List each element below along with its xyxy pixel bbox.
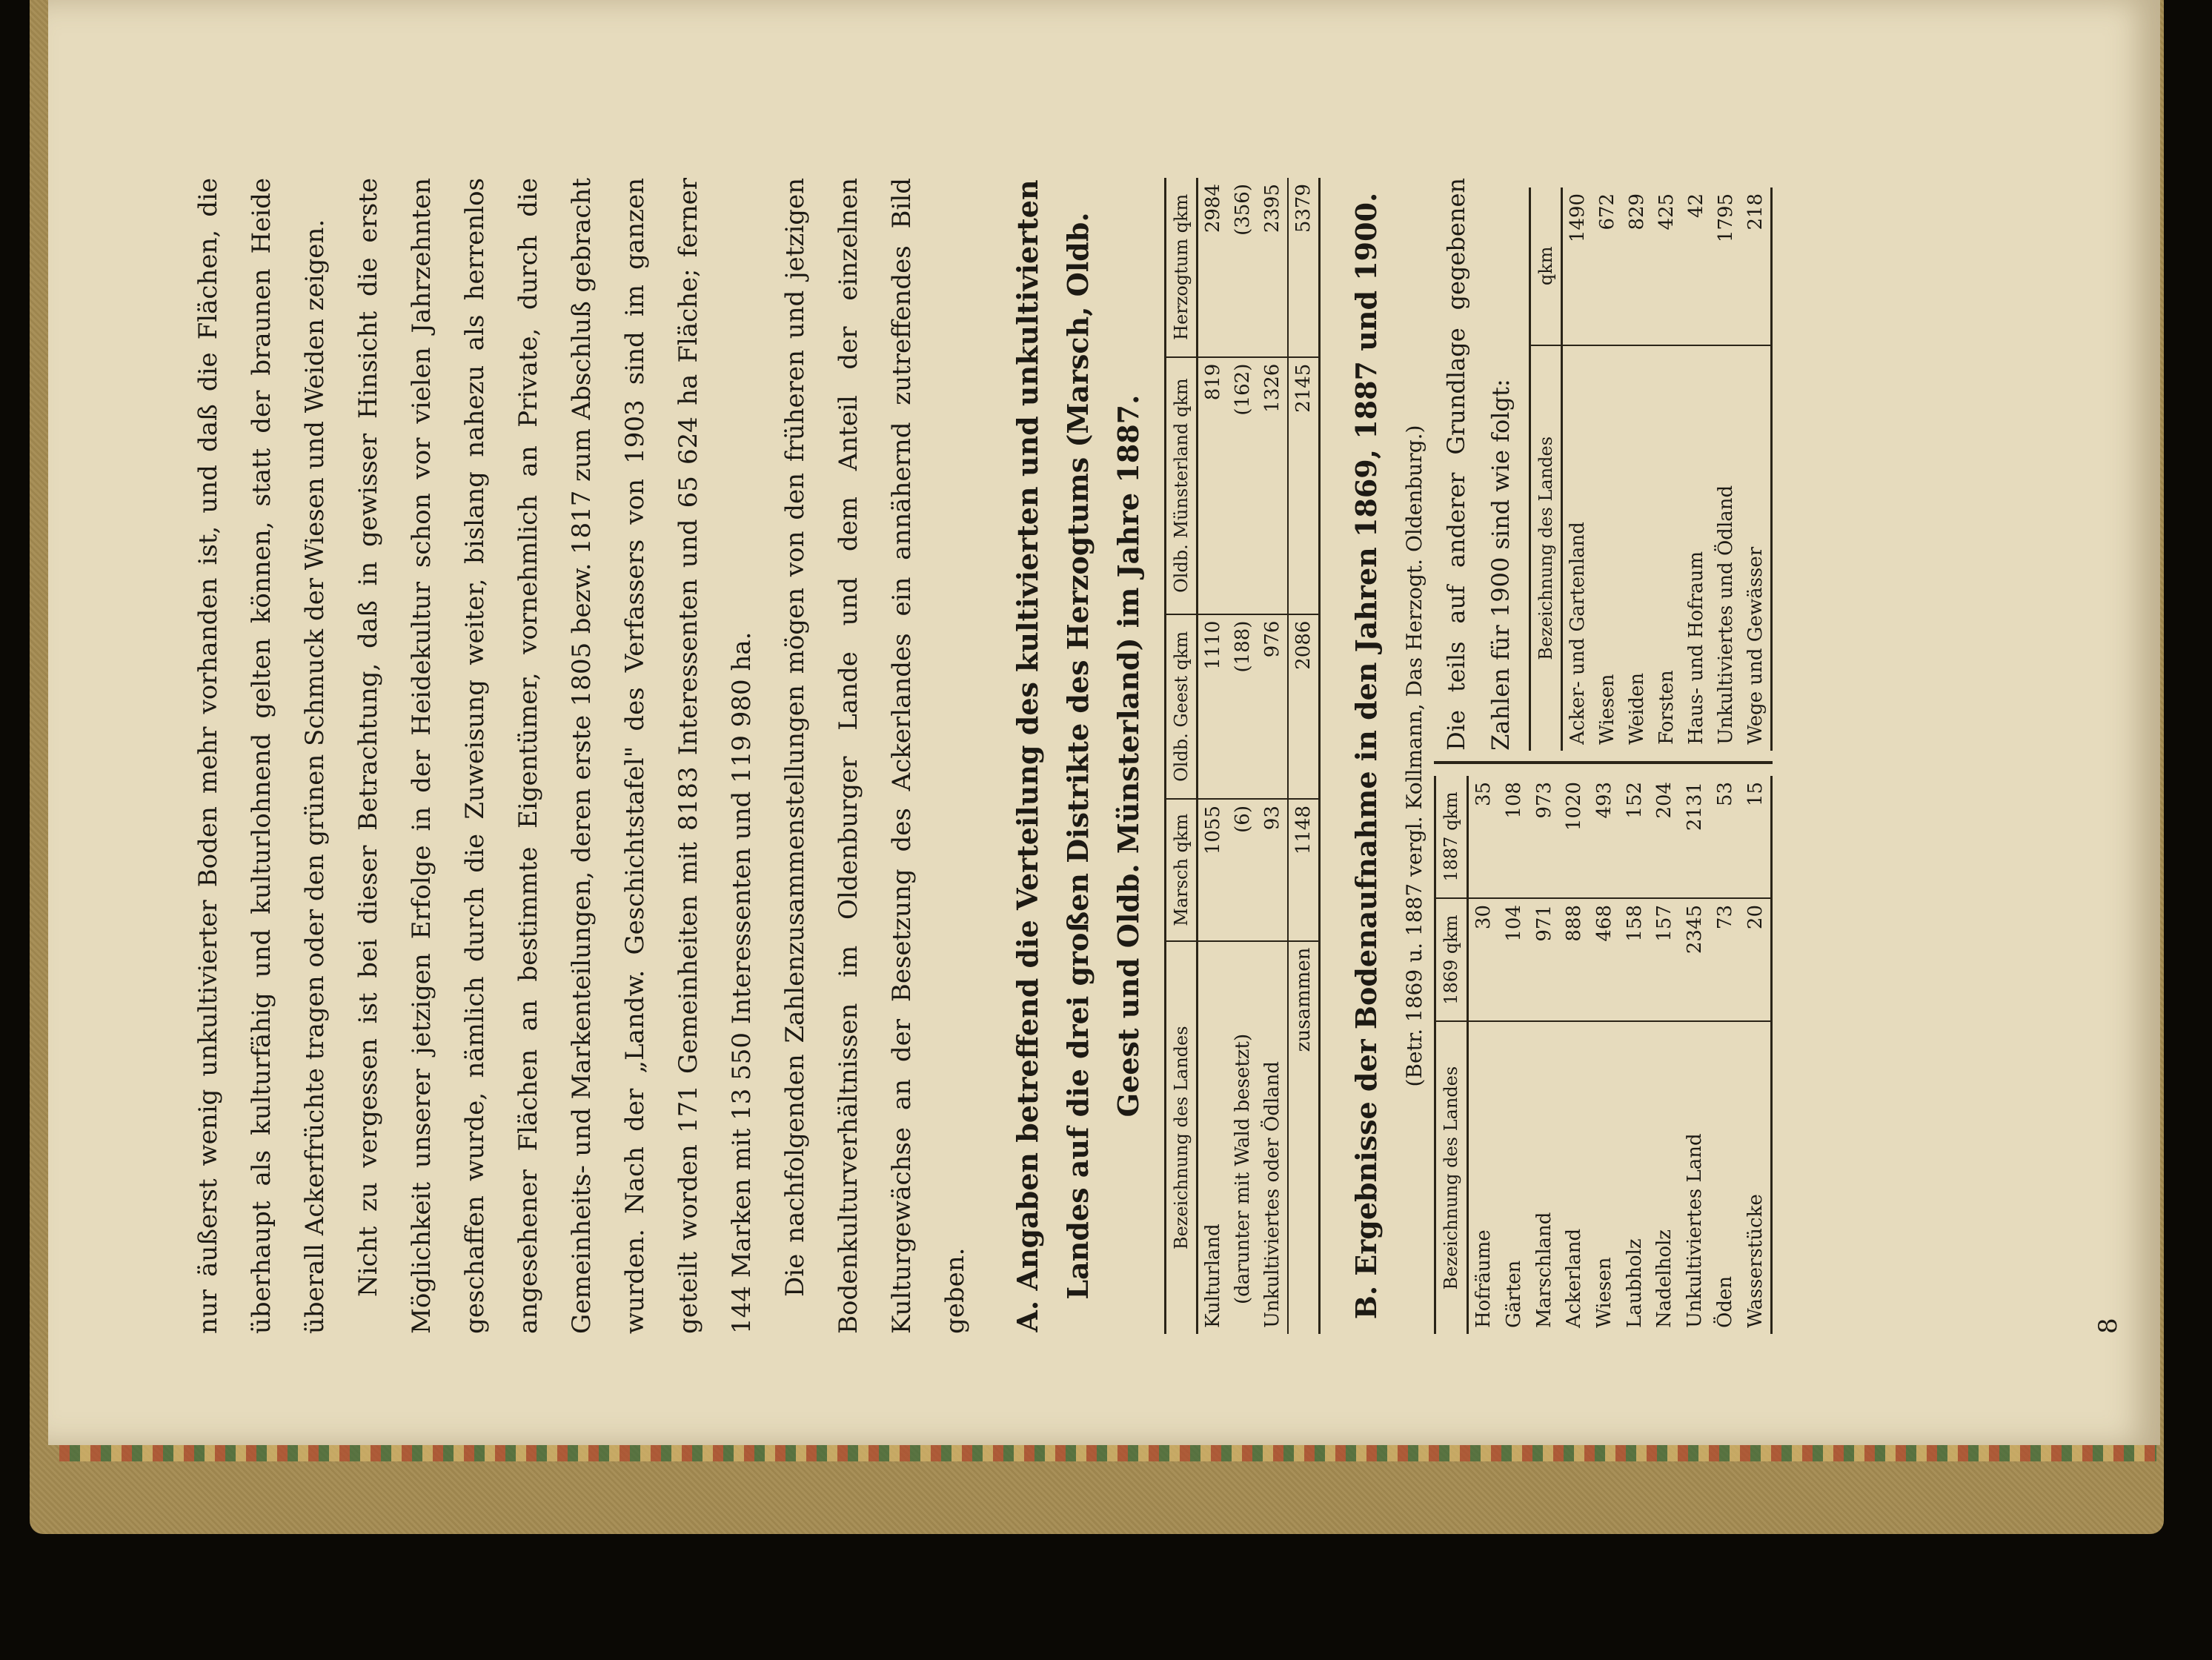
cell: 204 [1650,776,1680,898]
cell: 493 [1590,776,1620,898]
cell: 2131 [1680,776,1710,898]
cell: Hofräume [1472,1229,1495,1328]
cell: Weiden [1626,672,1648,745]
cell: Unkultiviertes oder Ödland [1261,1060,1283,1328]
cell: Wiesen [1592,1257,1615,1328]
book-page [48,0,2160,1445]
cell: 1110 [1198,614,1229,799]
table-a-header [1166,178,1198,1334]
table-b [1434,776,1773,1334]
page-number: 8 [2093,1318,2123,1334]
cell: 2345 [1680,898,1710,1021]
paragraph-2: Nicht zu vergessen ist bei dieser Betrachtung, daß in gewisser Hinsicht die erste Möglichkeit unserer jetzigen Erfolge in der Heidekultur schon vor vielen Jahrzehnten geschaffen wurde, nämlich durch die Zuweisung weiter, bislang nahezu als herrenlos angesehener Flächen an bestimmte Eigentümer, vornehmlich an Private, durch die Gemeinheits- und Markenteilungen, deren erste 1805 bezw. 1817 zum Abschluß gebracht wurden. Nach der „Landw. Geschichtstafel" des Verfassers von 1903 sind im ganzen geteilt worden 171 Gemeinheiten mit 8183 Interessenten und 65 624 ha Fläche; ferner 144 Marken mit 13 550 Interessenten und 119 980 ha. [353,178,757,1334]
cell: (188) [1228,614,1258,799]
cell: 73 [1710,898,1740,1021]
cell: Öden [1713,1275,1736,1328]
cell: 1490 [1562,187,1593,345]
cell: (356) [1228,178,1258,357]
header-cell: Bezeichnung des Landes [1166,941,1198,1334]
cell: Wiesen [1596,674,1618,745]
header-cell: Bezeichnung des Landes [1530,345,1562,751]
cell: 108 [1499,776,1530,898]
cell: Gärten [1502,1260,1525,1328]
cell: 973 [1529,776,1559,898]
cell: 971 [1529,898,1559,1021]
cell: 2984 [1198,178,1229,357]
cell: 1055 [1198,799,1229,941]
table-row [1559,776,1590,1334]
cell: 30 [1467,898,1498,1021]
table-row [1529,776,1559,1334]
page-edges [59,1445,2156,1461]
header-cell: qkm [1530,187,1562,345]
header-cell: Oldb. Münsterland qkm [1166,357,1198,614]
cell: 15 [1740,776,1771,898]
table-a [1164,178,1321,1334]
cell: 157 [1650,898,1680,1021]
table-row [1710,776,1740,1334]
table-row [1228,178,1258,1334]
section-a-heading: A. Angaben betreffend die Verteilung des kultivierten und unkultivierten Landes auf die drei großen Distrikte des Herzogtums (Marsch, Oldb. Geest und Oldb. Münsterland) im Jahre 1887. [1011,179,1145,1332]
cell: 2145 [1288,357,1320,614]
cell: 53 [1710,776,1740,898]
cell: Wege und Gewässer [1744,546,1767,745]
table-1900-header [1530,187,1562,751]
table-row-total [1288,178,1320,1334]
table-row [1562,187,1593,751]
table-row [1680,776,1710,1334]
table-row [1258,178,1288,1334]
cell: 672 [1592,187,1622,345]
cell: 2395 [1258,178,1288,357]
header-cell: Bezeichnung des Landes [1435,1021,1468,1334]
cell: (darunter mit Wald besetzt) [1232,1033,1254,1304]
table-row [1740,776,1771,1334]
cell: 425 [1652,187,1681,345]
cell: 888 [1559,898,1590,1021]
table-row [1652,187,1681,751]
section-b-columns [1434,178,1773,1334]
cell: Kulturland [1202,1224,1224,1328]
cell: zusammen [1288,941,1320,1334]
rotated-page-content [48,0,2160,1445]
section-b-subtitle: (Betr. 1869 u. 1887 vergl. Kollmann, Das Herzogt. Oldenburg.) [1402,425,1426,1087]
table-1900 [1529,187,1773,751]
table-row [1592,187,1622,751]
cell: 218 [1741,187,1772,345]
cell: 104 [1499,898,1530,1021]
cell: 976 [1258,614,1288,799]
cell: Acker- und Gartenland [1567,522,1589,745]
cell: 20 [1740,898,1771,1021]
cell: 152 [1619,776,1650,898]
table-row [1467,776,1498,1334]
cell: (162) [1228,357,1258,614]
header-cell: Oldb. Geest qkm [1166,614,1198,799]
cell: 468 [1590,898,1620,1021]
cell: 1020 [1559,776,1590,898]
table-row [1198,178,1229,1334]
cell: Ackerland [1563,1228,1586,1328]
table-row [1622,187,1652,751]
cell: 5379 [1288,178,1320,357]
header-cell: 1869 qkm [1435,898,1468,1021]
paragraph-1: nur äußerst wenig unkultivierter Boden mehr vorhanden ist, und daß die Flächen, die überhaupt als kulturfähig und kulturlohnend gelten können, statt der braunen Heide überall Ackerfrüchte tragen oder den grünen Schmuck der Wiesen und Weiden zeigen. [193,178,330,1334]
cell: 42 [1681,187,1711,345]
table-row [1619,776,1650,1334]
cell: Forsten [1655,670,1678,745]
cell: 819 [1198,357,1229,614]
table-row [1681,187,1711,751]
cell: Unkultiviertes Land [1684,1133,1707,1328]
table-row [1650,776,1680,1334]
cell: Laubholz [1623,1238,1646,1328]
cell: Marschland [1532,1212,1555,1328]
intro-1900: Die teils auf anderer Grundlage gegebenen Zahlen für 1900 sind wie folgt: [1442,178,1515,751]
table-row [1741,187,1772,751]
cell: Unkultiviertes und Ödland [1715,485,1737,745]
cell: Haus- und Hofraum [1685,551,1707,745]
table-b-header [1435,776,1468,1334]
cell: (6) [1228,799,1258,941]
cell: 1795 [1711,187,1741,345]
header-cell: 1887 qkm [1435,776,1468,898]
section-b-1900-box [1434,178,1773,764]
paragraph-3: Die nachfolgenden Zahlenzusammenstellungen mögen von den früheren und jetzigen Bodenkulturverhältnissen im Oldenburger Lande und dem Anteil der einzelnen Kulturgewächse an der Besetzung des Ackerlandes ein annähernd zutreffendes Bild geben. [780,178,970,1334]
section-b-heading: B. Ergebnisse der Bodenaufnahme in den Jahren 1869, 1887 und 1900. [1349,192,1383,1320]
table-row [1499,776,1530,1334]
page-body [182,178,1773,1334]
cell: Nadelholz [1653,1229,1676,1328]
cell: 158 [1619,898,1650,1021]
table-row [1590,776,1620,1334]
cell: 1326 [1258,357,1288,614]
cell: 1148 [1288,799,1320,941]
header-cell: Marsch qkm [1166,799,1198,941]
cell: 93 [1258,799,1288,941]
cell: 829 [1622,187,1652,345]
header-cell: Herzogtum qkm [1166,178,1198,357]
cell: Wasserstücke [1744,1194,1767,1328]
cell: 2086 [1288,614,1320,799]
cell: 35 [1467,776,1498,898]
table-row [1711,187,1741,751]
